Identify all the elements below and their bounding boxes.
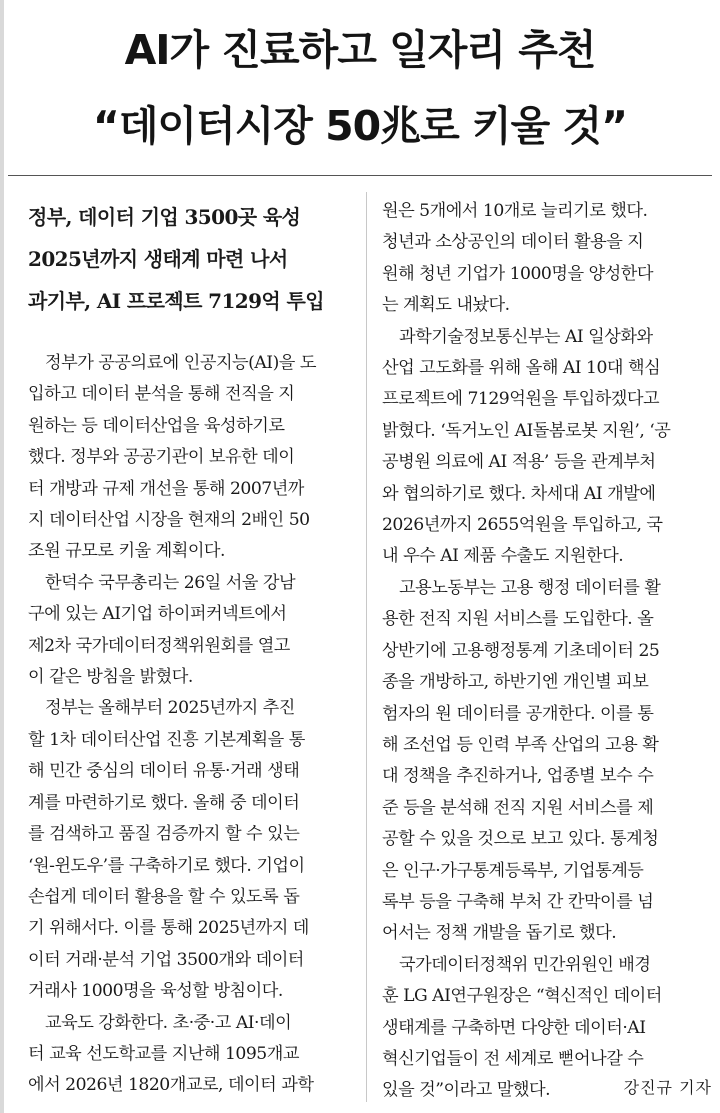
body-line: 원해 청년 기업가 1000명을 양성한다	[382, 263, 653, 284]
body-line: 2026년까지 2655억원을 투입하고, 국	[382, 515, 663, 536]
body-line: 이터 거래·분석 기업 3500개와 데이터	[28, 949, 304, 970]
body-line: 공할 수 있을 것으로 보고 있다. 통계청	[382, 829, 659, 850]
subhead-2: 2025년까지 생태계 마련 나서	[28, 247, 288, 271]
subheads	[28, 196, 358, 322]
right-body-text	[382, 196, 712, 1075]
headline-line-1: AI가 진료하고 일자리 추천	[124, 26, 596, 74]
body-line: 터 교육 선도학교를 지난해 1095개교	[28, 1043, 299, 1064]
body-line: 해 조선업 등 인력 부족 산업의 고용 확	[382, 734, 659, 755]
body-line: 정부는 올해부터 2025년까지 추진	[45, 698, 295, 719]
body-line: 상반기에 고용행정통계 기초데이터 25	[382, 640, 660, 661]
body-line: 준 등을 분석해 전직 지원 서비스를 제	[382, 797, 654, 818]
body-line: 원하는 등 데이터산업을 육성하기로	[28, 415, 285, 436]
body-line: 산업 고도화를 위해 올해 AI 10대 핵심	[382, 358, 661, 379]
subhead-1: 정부, 데이터 기업 3500곳 육성	[28, 205, 301, 229]
body-line-last: 있을 것”이라고 말했다.	[382, 1080, 551, 1101]
body-line: 청년과 소상공인의 데이터 활용을 지	[382, 232, 644, 253]
closing-line	[382, 1075, 712, 1106]
body-line: 계를 마련하기로 했다. 올해 중 데이터	[28, 792, 300, 813]
body-line: 구에 있는 AI기업 하이퍼커넥트에서	[28, 604, 287, 625]
subhead-3: 과기부, AI 프로젝트 7129억 투입	[28, 289, 324, 313]
body-line: 고용노동부는 고용 행정 데이터를 활	[399, 577, 661, 598]
body-line: 할 1차 데이터산업 진흥 기본계획을 통	[28, 729, 305, 750]
body-line: 입하고 데이터 분석을 통해 전직을 지	[28, 384, 295, 405]
body-line: 거래사 1000명을 육성할 방침이다.	[28, 981, 283, 1002]
body-line: 손쉽게 데이터 활용을 할 수 있도록 돕	[28, 886, 300, 907]
body-line: 프로젝트에 7129억원을 투입하겠다고	[382, 389, 660, 410]
body-line: 이 같은 방침을 밝혔다.	[28, 667, 193, 688]
body-line: 정부가 공공의료에 인공지능(AI)을 도	[45, 353, 316, 373]
body-line: 혁신기업들이 전 세계로 뻗어나갈 수	[382, 1048, 644, 1069]
right-column	[382, 196, 712, 1107]
body-line: 했다. 정부와 공공기관이 보유한 데이	[28, 447, 295, 468]
body-line: 내 우수 AI 제품 수출도 지원한다.	[382, 546, 624, 567]
body-line: 대 정책을 추진하거나, 업종별 보수 수	[382, 766, 654, 787]
body-line: 를 검색하고 품질 검증까지 할 수 있는	[28, 824, 300, 845]
body-line: 원은 5개에서 10개로 늘리기로 했다.	[382, 201, 648, 221]
body-line: 국가데이터정책위 민간위원인 배경	[399, 954, 651, 975]
body-line: 공병원 의료에 AI 적용’ 등을 관계부처	[382, 452, 656, 473]
body-line: 조원 규모로 키울 계획이다.	[28, 541, 225, 562]
body-line: 터 개방과 규제 개선을 통해 2007년까	[28, 478, 304, 499]
body-line: 와 협의하기로 했다. 차세대 AI 개발에	[382, 483, 656, 504]
body-line: 해 민간 중심의 데이터 유통·거래 생태	[28, 761, 300, 782]
body-line: ‘원-윈도우’를 구축하기로 했다. 기업이	[28, 855, 305, 876]
body-line: 어서는 정책 개발을 돕기로 했다.	[382, 923, 617, 944]
body-line: 훈 LG AI연구원장은 “혁신적인 데이터	[382, 986, 662, 1007]
body-line: 용한 전직 지원 서비스를 도입한다. 올	[382, 609, 654, 630]
body-line: 은 인구·가구통계등록부, 기업통계등	[382, 860, 644, 881]
body-line: 제2차 국가데이터정책위원회를 열고	[28, 635, 290, 656]
left-body-text	[28, 348, 358, 1102]
body-line: 과학기술정보통신부는 AI 일상화와	[399, 326, 653, 347]
left-column	[28, 196, 358, 1102]
headline-rule	[8, 175, 712, 176]
body-line: 지 데이터산업 시장을 현재의 2배인 50	[28, 510, 310, 531]
body-line: 록부 등을 구축해 부처 간 칸막이를 넘	[382, 891, 654, 912]
body-line: 교육도 강화한다. 초·중·고 AI·데이	[45, 1012, 292, 1033]
body-line: 는 계획도 내놨다.	[382, 295, 510, 316]
body-line: 한덕수 국무총리는 26일 서울 강남	[45, 572, 296, 593]
page-edge-shadow	[0, 0, 4, 1113]
body-line: 에서 2026년 1820개교로, 데이터 과학	[28, 1075, 314, 1096]
byline: 강진규 기자	[623, 1078, 712, 1098]
column-divider	[366, 192, 367, 1102]
body-line: 종을 개방하고, 하반기엔 개인별 피보	[382, 672, 649, 693]
headline-line-2: “데이터시장 50兆로 키울 것”	[92, 102, 628, 150]
body-line: 밝혔다. ‘독거노인 AI돌봄로봇 지원’, ‘공	[382, 420, 671, 441]
body-line: 생태계를 구축하면 다양한 데이터·AI	[382, 1017, 646, 1038]
headline	[0, 12, 720, 164]
body-line: 기 위해서다. 이를 통해 2025년까지 데	[28, 918, 309, 939]
body-line: 험자의 원 데이터를 공개한다. 이를 통	[382, 703, 654, 724]
